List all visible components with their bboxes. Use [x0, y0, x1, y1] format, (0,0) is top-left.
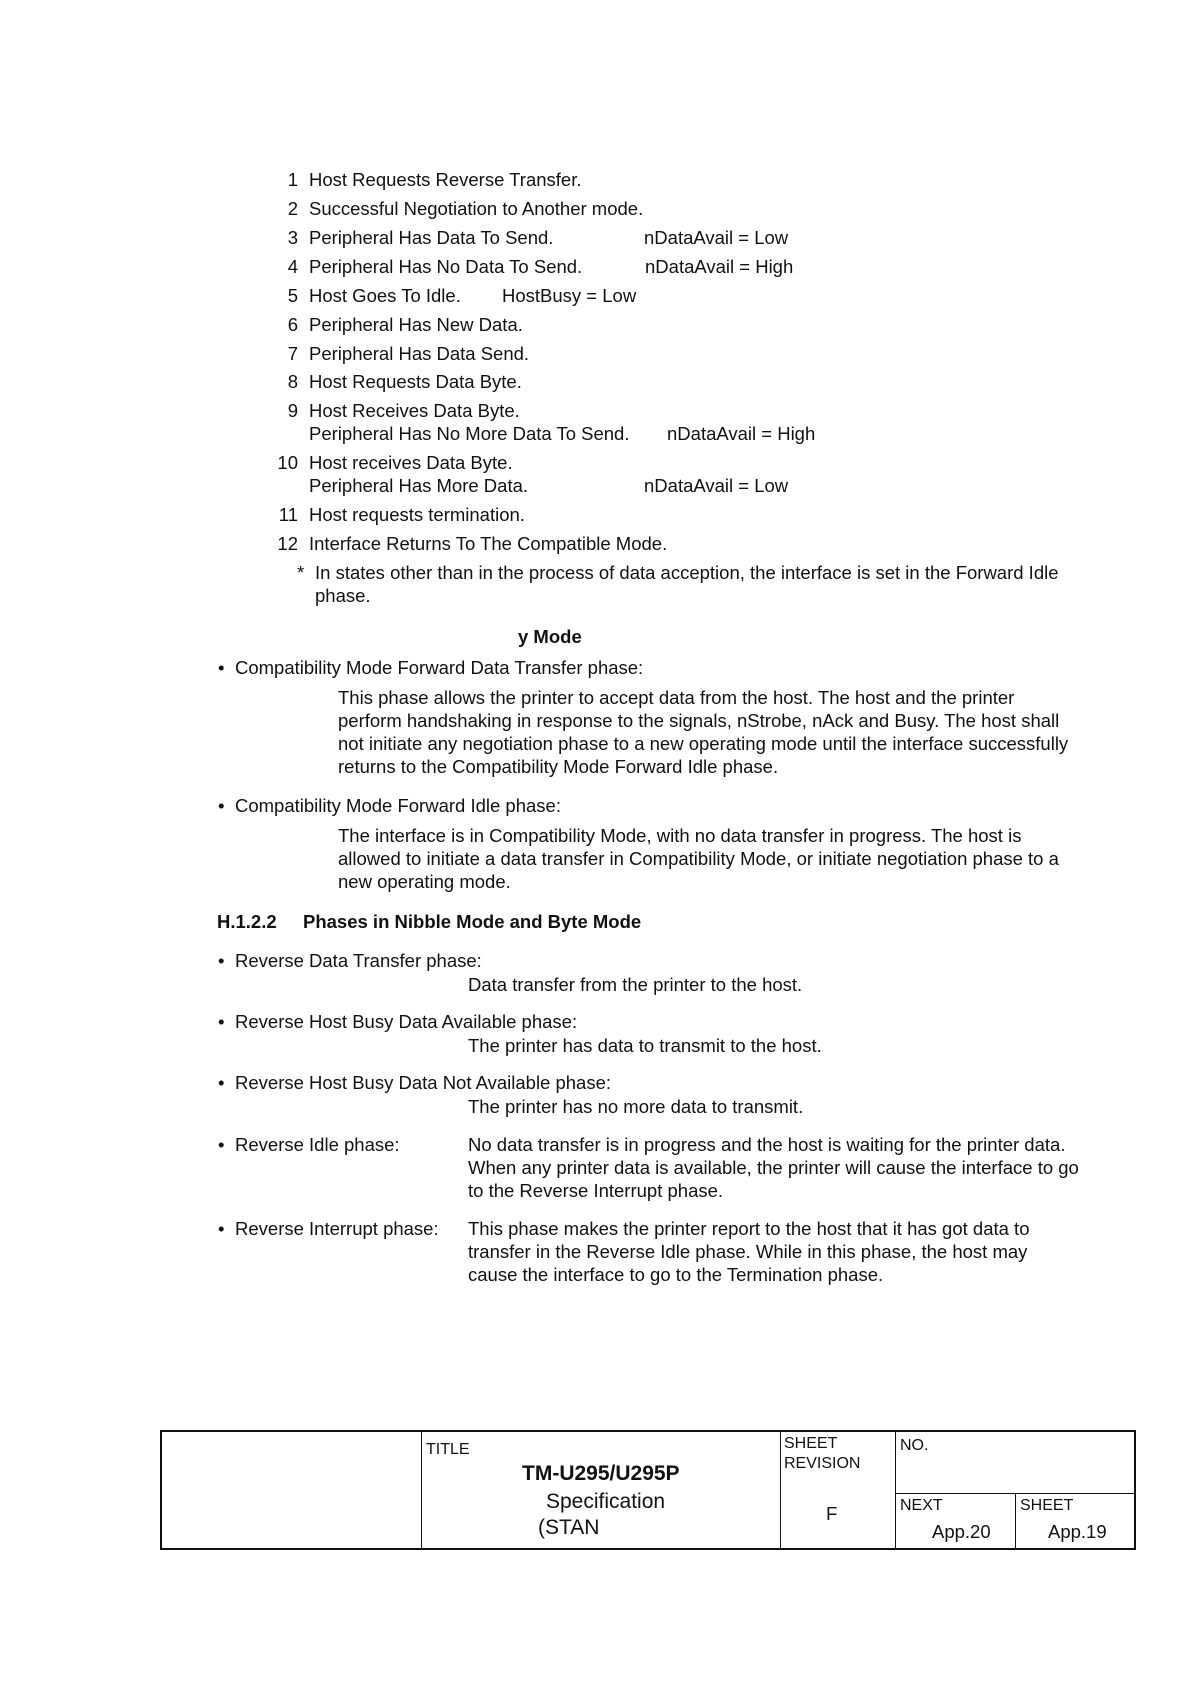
state-text-line2: Peripheral Has More Data.: [309, 475, 529, 496]
description-line: transfer in the Reverse Idle phase. While in this phase, the host may: [468, 1241, 1028, 1262]
title-label: TITLE: [426, 1441, 470, 1458]
item-description: [468, 1133, 1079, 1202]
description-line: This phase allows the printer to accept data from the host. The host and the printer: [338, 687, 1015, 708]
state-signal: nDataAvail = Low: [644, 475, 789, 496]
spec-title: Specification: [546, 1490, 666, 1513]
sheet-label: SHEET: [784, 1435, 838, 1452]
state-number: 3: [287, 227, 298, 248]
state-number: 10: [277, 452, 298, 473]
state-text: Host Requests Data Byte.: [309, 371, 522, 392]
item-label: Reverse Data Transfer phase:: [235, 950, 482, 971]
state-text: Host Requests Reverse Transfer.: [309, 169, 582, 190]
state-number: 6: [287, 314, 298, 335]
state-signal: nDataAvail = High: [667, 423, 816, 444]
description-line: new operating mode.: [338, 871, 511, 892]
item-description: [468, 1034, 822, 1057]
section-number: H.1.2.2: [217, 911, 277, 932]
divider: [895, 1432, 896, 1548]
sheet-value: App.19: [1048, 1521, 1107, 1542]
description-line: The printer has data to transmit to the host.: [468, 1035, 822, 1056]
state-text: Peripheral Has New Data.: [309, 314, 523, 335]
title-block: [160, 1430, 1136, 1550]
description-line: to the Reverse Interrupt phase.: [468, 1180, 724, 1201]
item-label: Compatibility Mode Forward Data Transfer phase:: [235, 657, 644, 678]
note-mark: *: [297, 562, 305, 583]
state-text: Host Receives Data Byte.: [309, 400, 520, 421]
state-signal: nDataAvail = High: [645, 256, 794, 277]
state-number: 9: [287, 400, 298, 421]
note-line: In states other than in the process of data acception, the interface is set in the Forward Idle: [315, 562, 1059, 583]
description-line: returns to the Compatibility Mode Forward Idle phase.: [338, 756, 779, 777]
bullet-icon: •: [218, 950, 225, 971]
item-label: Reverse Idle phase:: [235, 1134, 400, 1155]
no-label: NO.: [900, 1437, 929, 1454]
description-line: perform handshaking in response to the signals, nStrobe, nAck and Busy. The host shall: [338, 710, 1060, 731]
state-number: 7: [287, 343, 298, 364]
state-number: 8: [287, 371, 298, 392]
state-text: Host requests termination.: [309, 504, 525, 525]
next-value: App.20: [932, 1521, 991, 1542]
section-title: Phases in Nibble Mode and Byte Mode: [303, 911, 642, 932]
state-number: 4: [287, 256, 298, 277]
revision-label: REVISION: [784, 1455, 861, 1472]
bullet-icon: •: [218, 1134, 225, 1155]
bullet-icon: •: [218, 657, 225, 678]
state-text: Host receives Data Byte.: [309, 452, 513, 473]
model-name: TM-U295/U295P: [522, 1462, 680, 1485]
bullet-icon: •: [218, 795, 225, 816]
state-text-line2: Peripheral Has No More Data To Send.: [309, 423, 630, 444]
next-label: NEXT: [900, 1497, 943, 1514]
state-number: 11: [278, 504, 298, 525]
description-line: cause the interface to go to the Termination phase.: [468, 1264, 884, 1285]
item-description: [468, 973, 802, 996]
item-label: Compatibility Mode Forward Idle phase:: [235, 795, 561, 816]
divider: [1015, 1493, 1016, 1548]
compat-heading: y Mode: [518, 626, 582, 647]
description-line: When any printer data is available, the printer will cause the interface to go: [468, 1157, 1079, 1178]
bullet-icon: •: [218, 1011, 225, 1032]
state-text: Peripheral Has Data To Send.: [309, 227, 554, 248]
state-number: 2: [287, 198, 298, 219]
state-number: 1: [287, 169, 298, 190]
state-number: 5: [287, 285, 298, 306]
state-text: Peripheral Has No Data To Send.: [309, 256, 583, 277]
item-label: Reverse Host Busy Data Available phase:: [235, 1011, 578, 1032]
divider: [780, 1432, 781, 1548]
item-description: [468, 1095, 803, 1118]
item-label: Reverse Interrupt phase:: [235, 1218, 439, 1239]
item-label: Reverse Host Busy Data Not Available phase:: [235, 1072, 612, 1093]
state-text: Successful Negotiation to Another mode.: [309, 198, 644, 219]
divider: [895, 1493, 1134, 1494]
state-text: Host Goes To Idle.: [309, 285, 461, 306]
description-line: not initiate any negotiation phase to a new operating mode until the interface successfully: [338, 733, 1069, 754]
state-text: Peripheral Has Data Send.: [309, 343, 530, 364]
state-signal: HostBusy = Low: [502, 285, 637, 306]
divider: [421, 1432, 422, 1548]
state-signal: nDataAvail = Low: [644, 227, 789, 248]
item-description: [468, 1217, 1030, 1286]
spec-subtitle: (STAN: [538, 1516, 600, 1539]
description-line: The interface is in Compatibility Mode, with no data transfer in progress. The host is: [338, 825, 1022, 846]
state-number: 12: [277, 533, 298, 554]
item-description: [338, 824, 1059, 893]
description-line: allowed to initiate a data transfer in Compatibility Mode, or initiate negotiation phase to a: [338, 848, 1059, 869]
state-text: Interface Returns To The Compatible Mode.: [309, 533, 668, 554]
description-line: This phase makes the printer report to the host that it has got data to: [468, 1218, 1030, 1239]
bullet-icon: •: [218, 1072, 225, 1093]
revision-value: F: [826, 1503, 838, 1524]
description-line: No data transfer is in progress and the host is waiting for the printer data.: [468, 1134, 1066, 1155]
description-line: Data transfer from the printer to the host.: [468, 974, 803, 995]
item-description: [338, 686, 1068, 778]
sheet-label-2: SHEET: [1020, 1497, 1074, 1514]
bullet-icon: •: [218, 1218, 225, 1239]
note-line: phase.: [315, 585, 371, 606]
description-line: The printer has no more data to transmit.: [468, 1096, 804, 1117]
